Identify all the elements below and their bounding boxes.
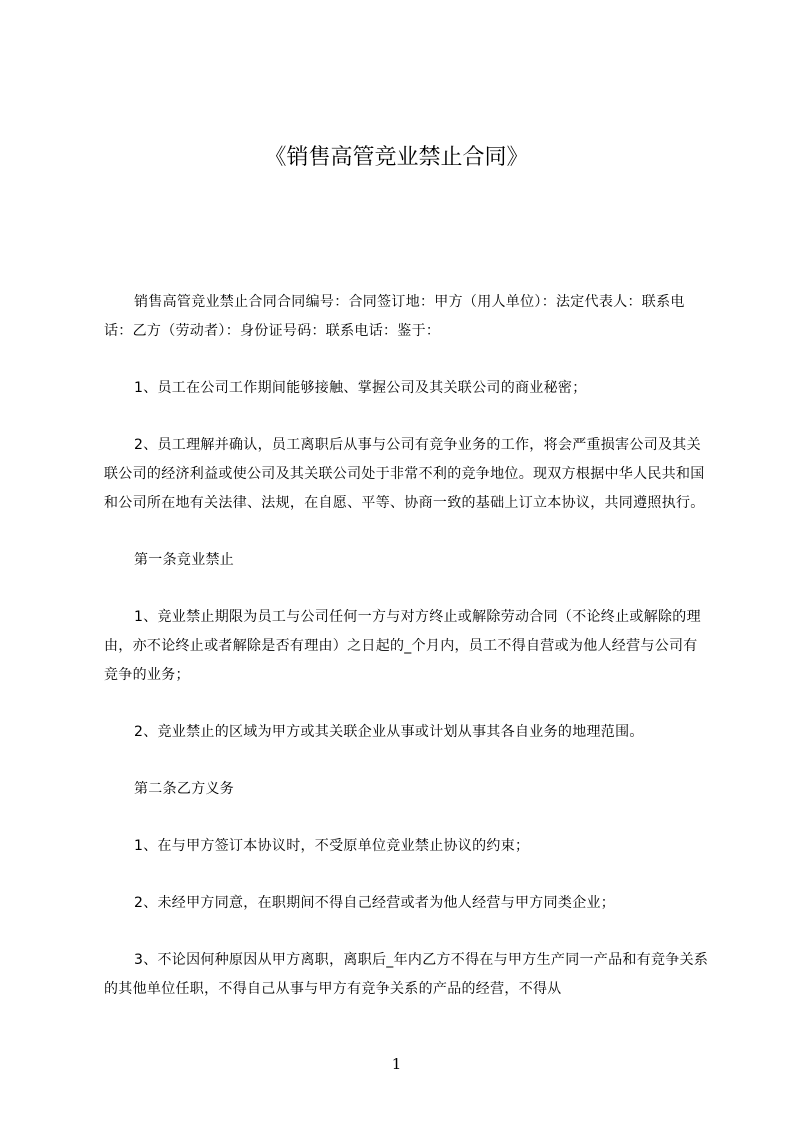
page-number: 1 (391, 1055, 402, 1073)
intro-paragraph: 销售高管竞业禁止合同合同编号：合同签订地：甲方（用人单位）：法定代表人：联系电话：乙方（劳动者）：身份证号码：联系电话：鉴于： (104, 294, 685, 339)
article-1-clause-2: 2、竞业禁止的区域为甲方或其关联企业从事或计划从事其各自业务的地理范围。 (134, 724, 644, 740)
article-2-heading: 第二条乙方义务 (134, 781, 235, 797)
article-2-clause-3: 3、不论因何种原因从甲方离职，离职后_年内乙方不得在与甲方生产同一产品和有竞争关系的其他单位任职，不得自己从事与甲方有竞争关系的产品的经营，不得从 (104, 952, 709, 997)
article-2-clause-1: 1、在与甲方签订本协议时，不受原单位竞业禁止协议的约束； (134, 838, 530, 854)
article-1-clause-1: 1、竞业禁止期限为员工与公司任何一方与对方终止或解除劳动合同（不论终止或解除的理由，亦不论终止或者解除是否有理由）之日起的_个月内，员工不得自营或为他人经营与公司有竞争的业务； (104, 609, 701, 683)
document-body (104, 288, 710, 1004)
article-1-heading: 第一条竞业禁止 (134, 552, 235, 568)
article-2-clause-2: 2、未经甲方同意，在职期间不得自己经营或者为他人经营与甲方同类企业； (134, 895, 616, 911)
recital-1: 1、员工在公司工作期间能够接触、掌握公司及其关联公司的商业秘密； (134, 380, 587, 396)
document-title: 《销售高管竞业禁止合同》 (264, 145, 529, 170)
recital-2: 2、员工理解并确认，员工离职后从事与公司有竞争业务的工作，将会严重损害公司及其关联公司的经济利益或使公司及其关联公司处于非常不利的竞争地位。现双方根据中华人民共和国和公司所在地有关法律、法规，在自愿、平等、协商一致的基础上订立本协议，共同遵照执行。 (104, 437, 705, 511)
